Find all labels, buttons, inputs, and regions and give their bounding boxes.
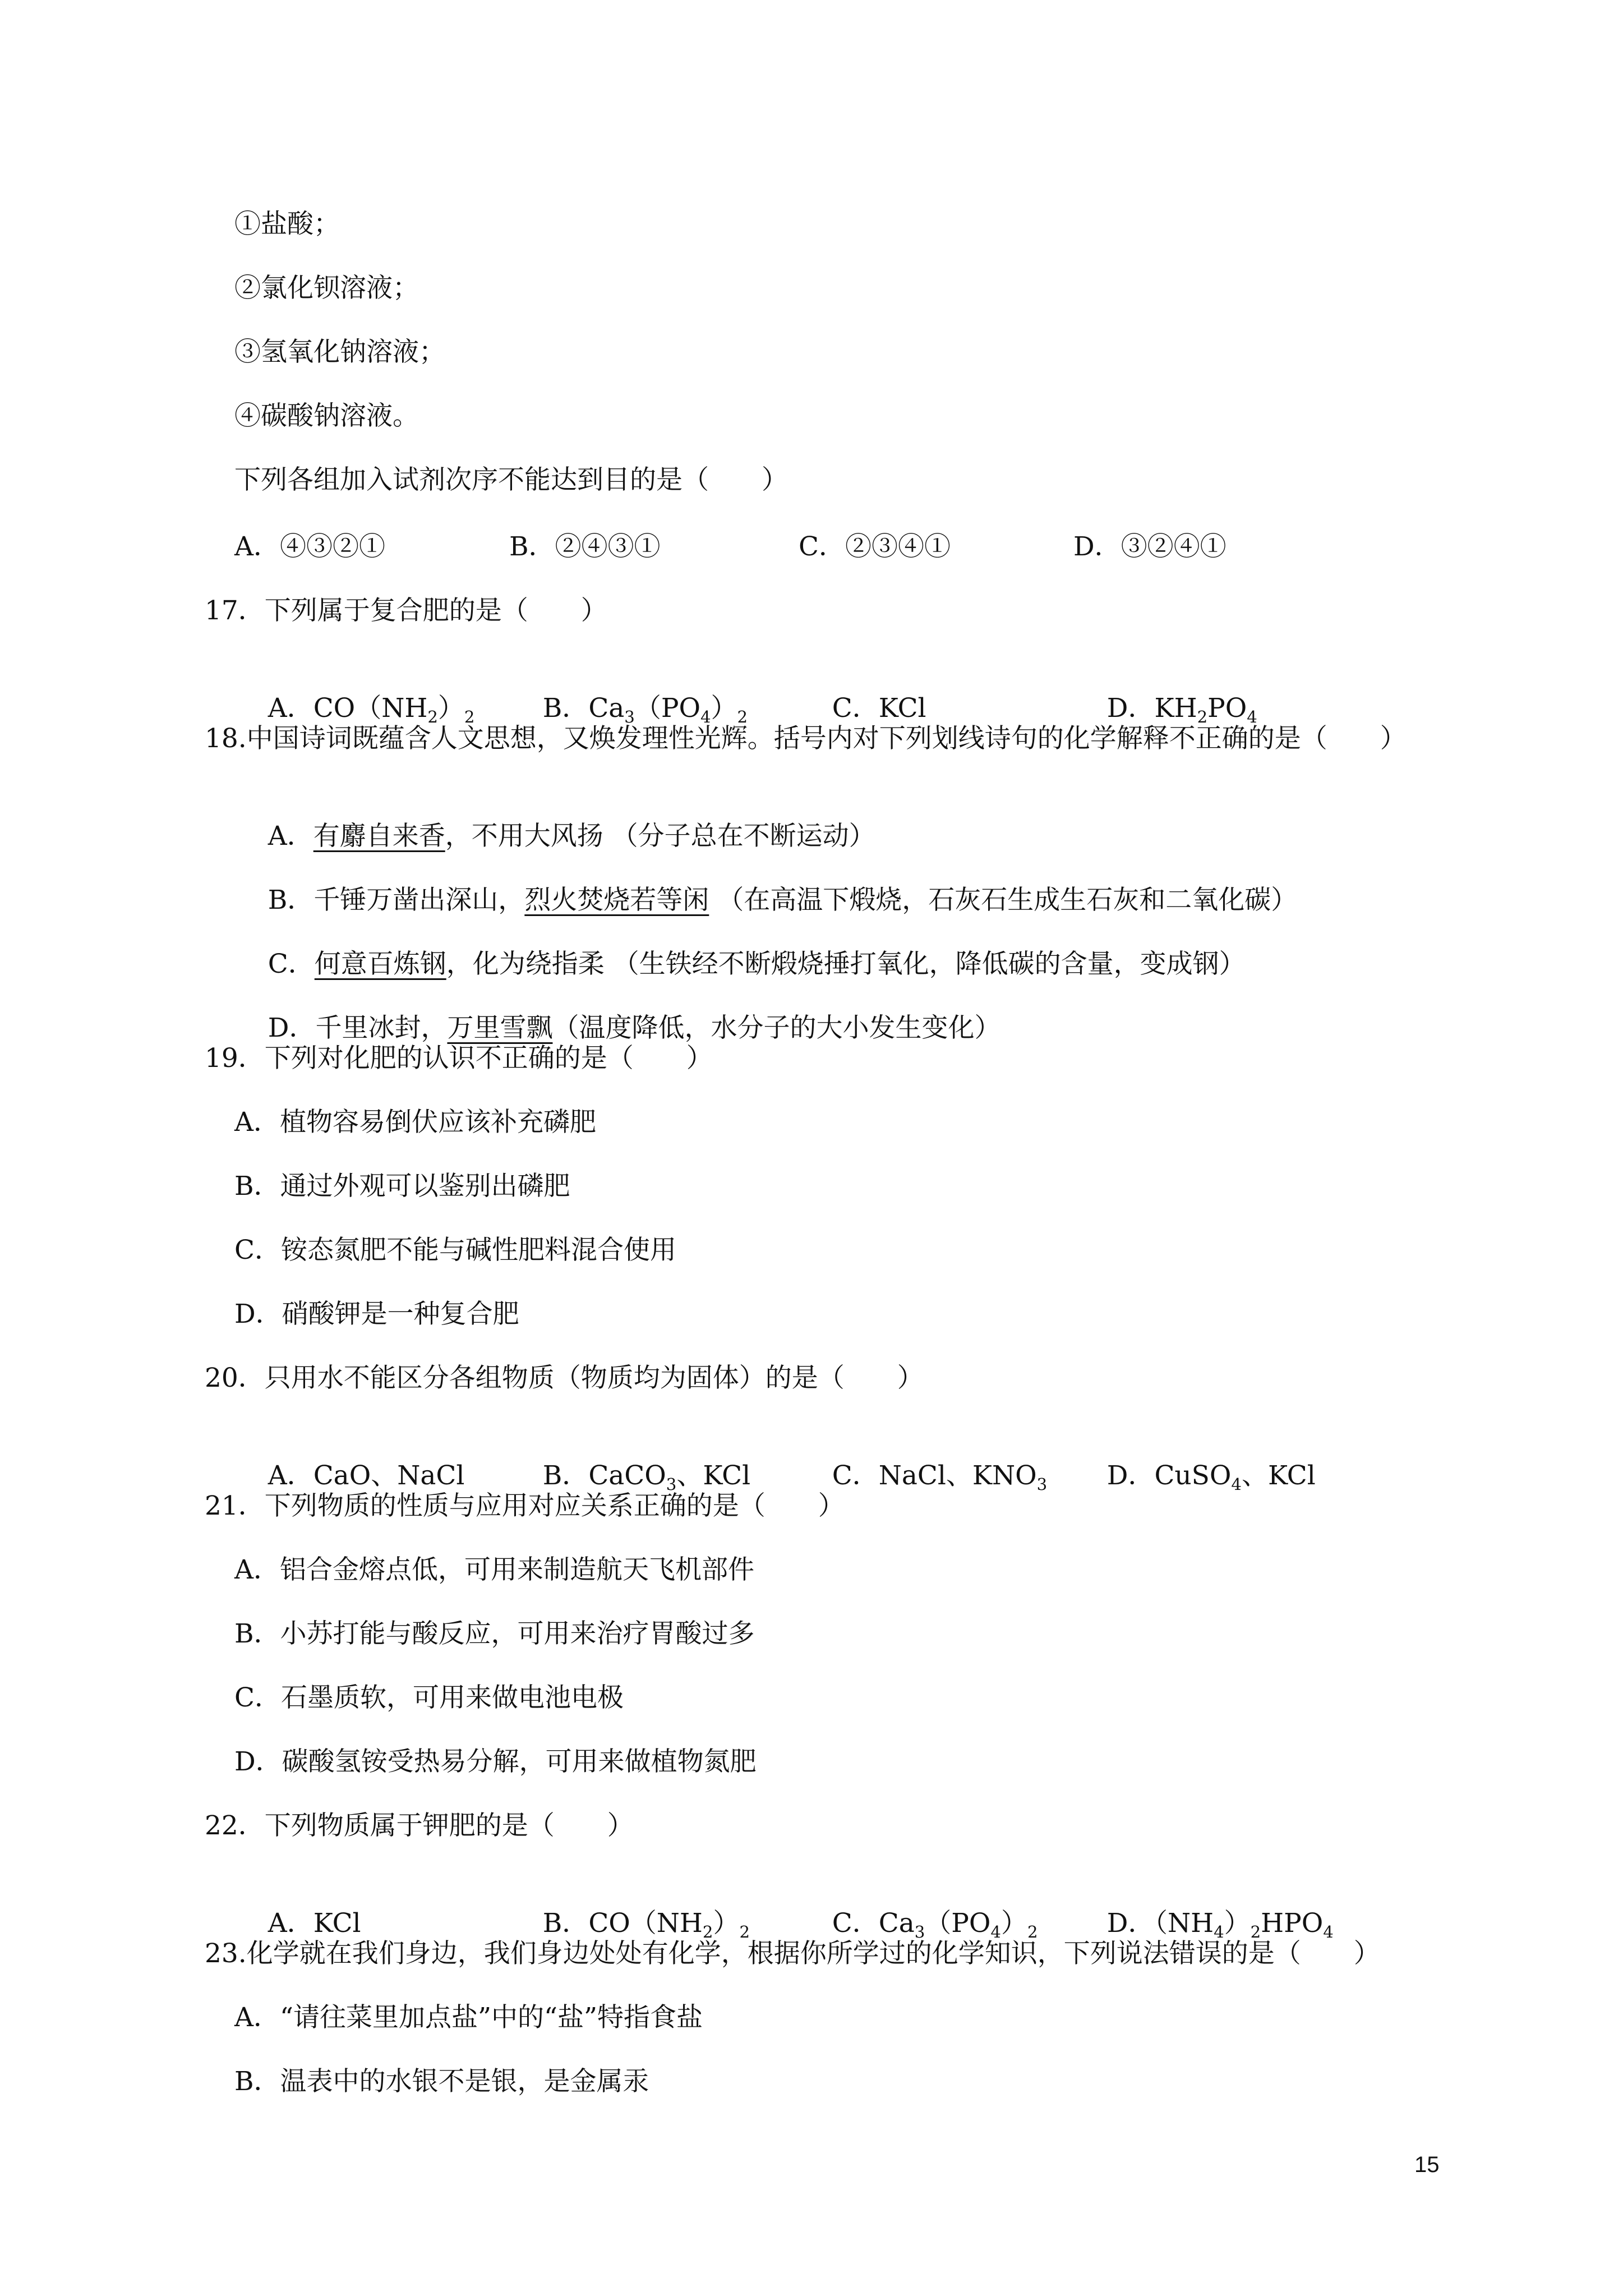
intro-question: 下列各组加入试剂次序不能达到目的是（ ） (234, 464, 788, 495)
option-label: D． (1106, 693, 1155, 724)
option-text: 千锤万凿出深山， (313, 885, 525, 915)
formula-part: 、KCl (1241, 1460, 1316, 1491)
q19-option-d: D．硝酸钾是一种复合肥 (234, 1299, 519, 1329)
q19-option-a: A．植物容易倒伏应该补充磷肥 (234, 1107, 596, 1138)
option-label: D． (1106, 1460, 1155, 1491)
page-number: 15 (1414, 2152, 1440, 2177)
reagent-4: ④碳酸钠溶液。 (234, 401, 419, 431)
q17-stem: 17．下列属于复合肥的是（ ） (205, 595, 607, 626)
q20-option-d (1073, 1425, 1316, 1526)
q21-option-a: A．铝合金熔点低，可用来制造航天飞机部件 (234, 1554, 754, 1585)
formula-part: （NH (1154, 1908, 1214, 1939)
option-label: A． (268, 693, 313, 724)
formula-subscript: 2 (1197, 707, 1208, 727)
q23-option-b: B．温表中的水银不是银，是金属汞 (234, 2066, 649, 2097)
q21-option-c: C．石墨质软，可用来做电池电极 (234, 1682, 624, 1713)
formula-subscript: 2 (739, 1922, 750, 1942)
formula-part: 、KCl (676, 1460, 751, 1491)
option-label: B． (542, 693, 589, 724)
option-label: D． (1106, 1908, 1155, 1939)
formula-part: （PO (634, 693, 700, 724)
option-label: C． (832, 1460, 879, 1491)
option-label: A． (268, 821, 313, 852)
option-label: C． (832, 693, 879, 724)
formula-subscript: 4 (1247, 707, 1257, 727)
formula-subscript: 4 (990, 1922, 1001, 1942)
option-label: B． (268, 885, 314, 915)
formula-part: KH (1154, 693, 1197, 724)
formula-subscript: 2 (464, 707, 475, 727)
underlined-verse: 万里雪飘 (447, 1013, 553, 1043)
q23-option-a: A．“请往菜里加点盐”中的“盐”特指食盐 (234, 2002, 703, 2033)
formula-part: ） (437, 693, 464, 724)
intro-option-b: B．②④③① (509, 531, 661, 562)
formula-part: CuSO (1154, 1460, 1232, 1491)
formula-subscript: 4 (1214, 1922, 1224, 1942)
formula-subscript: 2 (702, 1922, 713, 1942)
q18-stem: 18.中国诗词既蕴含人文思想，又焕发理性光辉。括号内对下列划线诗句的化学解释不正确的是（ ） (205, 723, 1407, 754)
q19-option-c: C．铵态氮肥不能与碱性肥料混合使用 (234, 1235, 676, 1266)
formula-subscript: 3 (1036, 1475, 1048, 1494)
q20-stem: 20．只用水不能区分各组物质（物质均为固体）的是（ ） (205, 1363, 924, 1393)
option-label: D． (268, 1013, 316, 1043)
q21-option-b: B．小苏打能与酸反应，可用来治疗胃酸过多 (234, 1618, 755, 1649)
formula-part: CaO、NaCl (313, 1460, 465, 1491)
formula-part: ） (1224, 1908, 1251, 1939)
intro-option-d: D．③②④① (1073, 531, 1227, 562)
option-text: （在高温下煅烧，石灰石生成生石灰和二氧化碳） (709, 885, 1298, 915)
formula-subscript: 2 (1027, 1922, 1038, 1942)
q22-stem: 22．下列物质属于钾肥的是（ ） (205, 1810, 634, 1841)
intro-option-c: C．②③④① (799, 531, 951, 562)
formula-part: ） (713, 1908, 740, 1939)
q21-option-d: D．碳酸氢铵受热易分解，可用来做植物氮肥 (234, 1746, 757, 1777)
reagent-3: ③氢氧化钠溶液； (234, 337, 445, 367)
formula-subscript: 3 (666, 1475, 677, 1494)
formula-subscript: 4 (1323, 1922, 1334, 1942)
formula-part: （PO (925, 1908, 991, 1939)
q19-option-b: B．通过外观可以鉴别出磷肥 (234, 1171, 570, 1202)
formula-part: Ca (878, 1908, 915, 1939)
option-label: A． (268, 1908, 313, 1939)
option-label: C． (832, 1908, 879, 1939)
formula-part: PO (1207, 693, 1247, 724)
option-text: 千里冰封， (315, 1013, 448, 1043)
formula-part: ） (1000, 1908, 1027, 1939)
formula-part: KCl (313, 1908, 361, 1939)
formula-part: ） (711, 693, 737, 724)
underlined-verse: 何意百炼钢 (314, 949, 446, 979)
option-label: A． (268, 1460, 313, 1491)
formula-subscript: 4 (1231, 1475, 1242, 1494)
underlined-verse: 烈火焚烧若等闲 (524, 885, 709, 915)
underlined-verse: 有麝自来香 (313, 821, 445, 852)
intro-option-a: A．④③②① (234, 531, 385, 562)
formula-subscript: 2 (737, 707, 748, 727)
reagent-2: ②氯化钡溶液； (234, 273, 419, 303)
option-label: C． (268, 949, 315, 979)
reagent-1: ①盐酸； (234, 209, 340, 240)
formula-part: CO（NH (588, 1908, 703, 1939)
q19-stem: 19．下列对化肥的认识不正确的是（ ） (205, 1043, 713, 1074)
formula-subscript: 2 (427, 707, 438, 727)
formula-part: Ca (588, 693, 625, 724)
q21-stem: 21．下列物质的性质与应用对应关系正确的是（ ） (205, 1490, 845, 1521)
option-label: B． (542, 1908, 589, 1939)
q23-stem: 23.化学就在我们身边，我们身边处处有化学，根据你所学过的化学知识，下列说法错误的是（ ） (205, 1938, 1380, 1969)
formula-part: NaCl、KNO (878, 1460, 1037, 1491)
formula-part: HPO (1261, 1908, 1324, 1939)
formula-subscript: 4 (700, 707, 711, 727)
option-label: B． (542, 1460, 589, 1491)
formula-part: CaCO (588, 1460, 666, 1491)
formula-part: CO（NH (313, 693, 428, 724)
option-text: （温度降低，水分子的大小发生变化） (552, 1013, 1001, 1043)
formula-part: KCl (878, 693, 926, 724)
option-text: ，不用大风扬 （分子总在不断运动） (445, 821, 875, 852)
formula-subscript: 3 (624, 707, 635, 727)
formula-subscript: 2 (1250, 1922, 1261, 1942)
option-text: ，化为绕指柔 （生铁经不断煅烧捶打氧化，降低碳的含量，变成钢） (446, 949, 1246, 979)
formula-subscript: 3 (914, 1922, 925, 1942)
